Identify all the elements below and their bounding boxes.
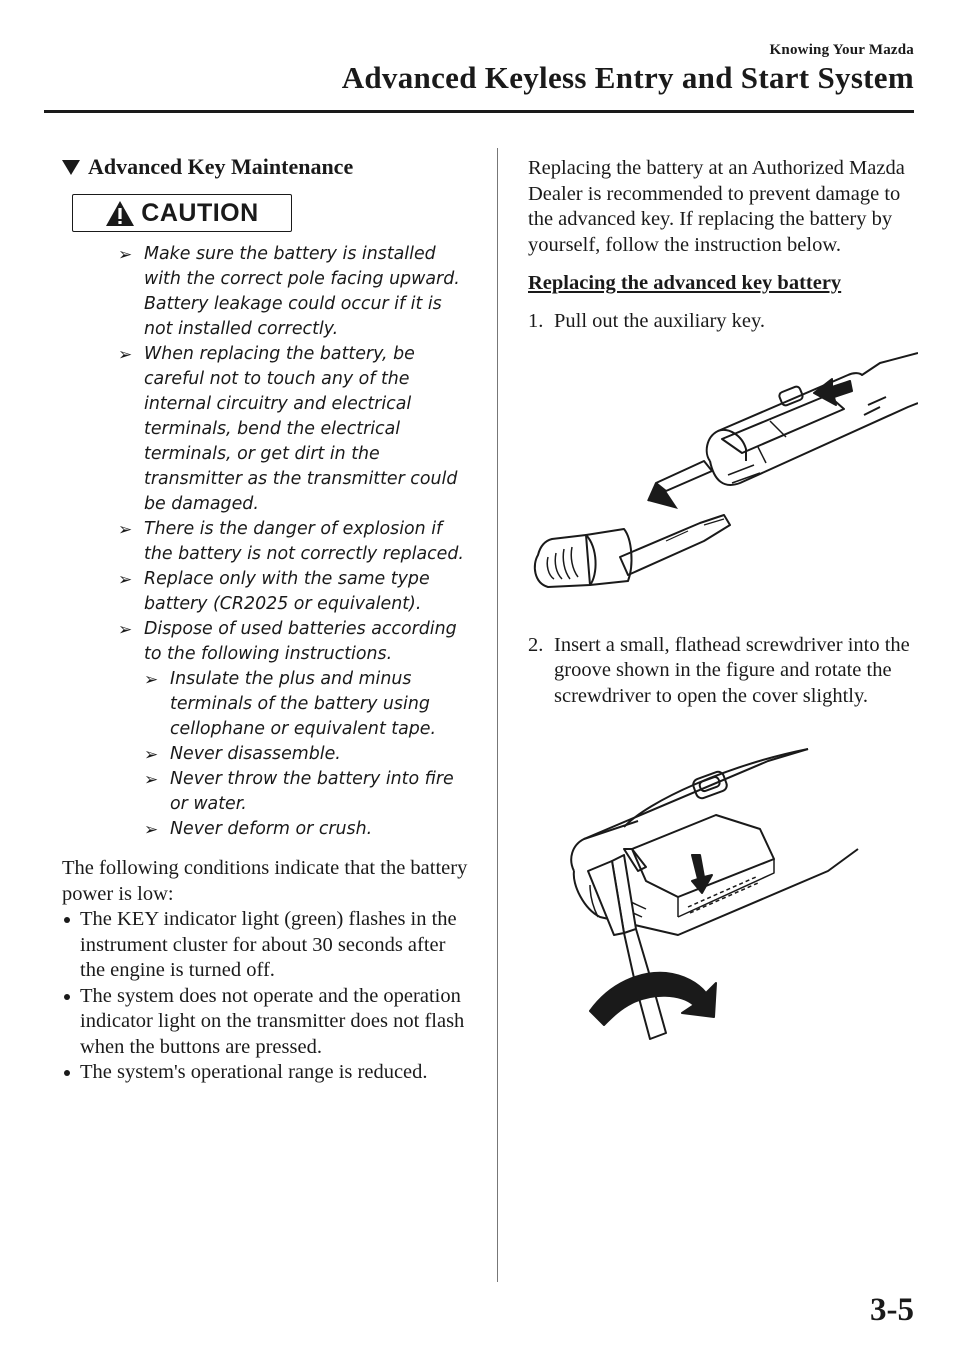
list-item — [62, 1060, 474, 1086]
arrow-bullet-icon: ➢ — [118, 570, 133, 590]
arrow-bullet-icon: ➢ — [118, 345, 133, 365]
list-item — [62, 907, 474, 984]
caution-item-text: Dispose of used batteries according to the following instructions. — [144, 619, 457, 664]
caution-item — [62, 767, 474, 817]
step-1 — [528, 309, 918, 335]
step-number: 1. — [528, 310, 544, 332]
page-number: 3-5 — [870, 1292, 914, 1328]
bullet-dot-icon — [64, 994, 70, 1000]
caution-item-text: When replacing the battery, be careful not to touch any of the internal circuitry and electrical terminals, bend the electrical terminals, or get dirt in the transmitter as the transmitter could be damaged. — [144, 344, 458, 514]
step-2 — [528, 633, 918, 710]
bullet-dot-icon — [64, 917, 70, 923]
list-item-text: The system does not operate and the operation indicator light on the transmitter does not flash when the buttons are pressed. — [80, 984, 465, 1058]
caution-item-text: Make sure the battery is installed with the correct pole facing upward. Battery leakage could occur if it is not installed correctly. — [144, 244, 460, 339]
caution-item — [62, 667, 474, 742]
caution-label: CAUTION — [141, 198, 259, 227]
arrow-bullet-icon: ➢ — [118, 520, 133, 540]
caution-item-text: Never deform or crush. — [170, 819, 373, 839]
step-text: Pull out the auxiliary key. — [554, 310, 766, 332]
caution-item-text: Never disassemble. — [170, 744, 341, 764]
triangle-down-icon — [62, 160, 80, 175]
header-section: Knowing Your Mazda — [769, 42, 914, 58]
step-text: Insert a small, flathead screwdriver into the groove shown in the figure and rotate the screwdriver to open the cover slightly. — [554, 633, 910, 707]
replacement-intro: Replacing the battery at an Authorized Mazda Dealer is recommended to prevent damage to the advanced key. If replacing the battery by yourself, follow the instruction below. — [528, 157, 905, 256]
section-heading-text: Advanced Key Maintenance — [88, 154, 354, 179]
column-divider — [497, 148, 498, 1282]
arrow-bullet-icon: ➢ — [118, 620, 133, 640]
caution-item — [62, 567, 474, 617]
figure-open-cover-screwdriver — [528, 721, 918, 1061]
caution-item — [62, 817, 474, 842]
caution-box — [72, 194, 292, 232]
caution-item — [62, 242, 474, 342]
arrow-bullet-icon: ➢ — [144, 820, 159, 840]
caution-item — [62, 742, 474, 767]
caution-item — [62, 342, 474, 517]
caution-item — [62, 617, 474, 667]
list-item — [62, 984, 474, 1061]
left-column — [62, 150, 474, 1086]
figure-pull-auxiliary-key — [528, 343, 918, 613]
replacement-subheading: Replacing the advanced key battery — [528, 272, 842, 294]
right-column — [528, 156, 918, 1061]
caution-item-text: Never throw the battery into fire or water. — [170, 769, 454, 814]
caution-item-text: There is the danger of explosion if the battery is not correctly replaced. — [144, 519, 464, 564]
arrow-bullet-icon: ➢ — [144, 745, 159, 765]
caution-item-text: Insulate the plus and minus terminals of the battery using cellophane or equivalent tape. — [170, 669, 437, 739]
caution-item — [62, 517, 474, 567]
arrow-bullet-icon: ➢ — [144, 770, 159, 790]
arrow-bullet-icon: ➢ — [144, 670, 159, 690]
arrow-bullet-icon: ➢ — [118, 245, 133, 265]
list-item-text: The KEY indicator light (green) flashes in the instrument cluster for about 30 seconds after the engine is turned off. — [80, 908, 457, 981]
bullet-dot-icon — [64, 1070, 70, 1076]
caution-list — [62, 242, 474, 842]
step-number: 2. — [528, 633, 544, 656]
battery-low-list — [62, 907, 474, 1086]
battery-low-intro: The following conditions indicate that the battery power is low: — [62, 857, 468, 905]
page-title: Advanced Keyless Entry and Start System — [341, 60, 914, 95]
caution-item-text: Replace only with the same type battery (CR2025 or equivalent). — [144, 569, 430, 614]
list-item-text: The system's operational range is reduced. — [80, 1061, 428, 1083]
section-heading — [62, 154, 474, 180]
header-rule — [44, 110, 914, 113]
warning-icon — [105, 200, 135, 227]
